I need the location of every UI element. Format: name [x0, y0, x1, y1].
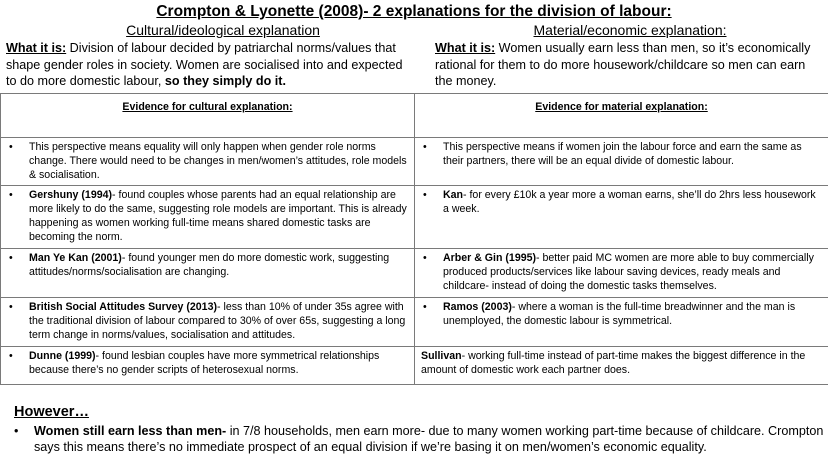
evidence-author: Sullivan — [421, 350, 462, 362]
evidence-text: - found couples whose parents had an equal relationship are more likely to do the same, suggesting role models are important. This is already happening as women working full-time means shared domestic tasks are becoming the norm. — [29, 189, 407, 243]
bullet-icon: • — [423, 189, 427, 201]
bullet-icon: • — [9, 252, 13, 264]
table-cell — [415, 298, 828, 347]
evidence-author: Man Ye Kan (2001) — [29, 252, 122, 264]
evidence-text: - working full-time instead of part-time makes the biggest difference in the amount of domestic work each partner does. — [421, 350, 806, 376]
material-what-label: What it is: — [435, 41, 496, 55]
evidence-text: This perspective means equality will only happen when gender role norms change. There would need to be changes in men/women’s attitudes, role models & socialisation. — [29, 141, 407, 181]
cultural-definition — [6, 40, 410, 90]
material-explanation-section — [435, 22, 825, 90]
bullet-icon: • — [9, 141, 13, 153]
bullet-icon: • — [423, 252, 427, 264]
bullet-icon: • — [9, 189, 13, 201]
evidence-text: This perspective means if women join the labour force and earn the same as their partners, there will be an equal divide of domestic labour. — [443, 141, 802, 167]
cultural-explanation-section — [6, 22, 410, 90]
table-cell — [1, 249, 415, 298]
table-cell — [415, 347, 828, 385]
material-what-text: Women usually earn less than men, so it’s economically rational for them to do more housework/childcare so men can earn the money. — [435, 41, 811, 88]
cultural-evidence-header: Evidence for cultural explanation: — [1, 94, 415, 138]
evidence-text: - found younger men do more domestic work, suggesting attitudes/norms/socialisation are changing. — [29, 252, 390, 278]
table-row — [1, 138, 828, 186]
cultural-heading: Cultural/ideological explanation — [126, 22, 320, 38]
bullet-icon: • — [14, 424, 19, 438]
evidence-author: Gershuny (1994) — [29, 189, 113, 201]
material-definition — [435, 40, 825, 90]
material-heading: Material/economic explanation: — [533, 22, 727, 38]
table-row — [1, 249, 828, 298]
evidence-author: Dunne (1999) — [29, 350, 96, 362]
evidence-text: - found lesbian couples have more symmetrical relationships because there’s no gender scripts of heterosexual norms. — [29, 350, 380, 376]
table-cell — [415, 249, 828, 298]
material-evidence-header: Evidence for material explanation: — [415, 94, 828, 138]
however-heading: However… — [14, 404, 89, 420]
however-point — [14, 423, 824, 455]
evidence-author: Arber & Gin (1995) — [443, 252, 537, 264]
evidence-text: - better paid MC women are more able to buy commercially produced products/services like labour saving devices, ready meals and childcare- instead of doing the domestic tasks themselves. — [443, 252, 814, 292]
cultural-what-bold: so they simply do it. — [164, 74, 286, 88]
table-row — [1, 347, 828, 385]
evidence-author: Kan — [443, 189, 464, 201]
evidence-author: British Social Attitudes Survey (2013) — [29, 301, 217, 313]
bullet-icon: • — [423, 141, 427, 153]
table-cell — [415, 138, 828, 186]
evidence-text: - less than 10% of under 35s agree with the traditional division of labour compared to 30% of over 65s, suggesting a long term change in norms/values, socialisation and attitudes. — [29, 301, 406, 341]
cultural-what-label: What it is: — [6, 41, 67, 55]
however-text: in 7/8 households, men earn more- due to many women working part-time because of childcare. Crompton says this means there’s no immediate prospect of an equal division if we’re basing it on men/women’s economic equality. — [34, 424, 824, 454]
bullet-icon: • — [9, 350, 13, 362]
table-cell — [1, 138, 415, 186]
table-cell — [415, 186, 828, 249]
evidence-table — [0, 93, 828, 385]
bullet-icon: • — [423, 301, 427, 313]
bullet-icon: • — [9, 301, 13, 313]
evidence-author: Ramos (2003) — [443, 301, 512, 313]
table-cell — [1, 298, 415, 347]
table-cell — [1, 186, 415, 249]
evidence-header-row — [1, 94, 828, 138]
evidence-text: - for every £10k a year more a woman earns, she’ll do 2hrs less housework a week. — [443, 189, 816, 215]
table-cell — [1, 347, 415, 385]
table-row — [1, 186, 828, 249]
cultural-what-text: Division of labour decided by patriarchal norms/values that shape gender roles in society. Women are socialised into and expected to do more domestic labour, — [6, 41, 403, 88]
page-title: Crompton & Lyonette (2008)- 2 explanations for the division of labour: — [156, 3, 672, 20]
however-bold: Women still earn less than men- — [34, 424, 227, 438]
table-row — [1, 298, 828, 347]
evidence-text: - where a woman is the full-time breadwinner and the man is unemployed, the domestic labour is symmetrical. — [443, 301, 796, 327]
